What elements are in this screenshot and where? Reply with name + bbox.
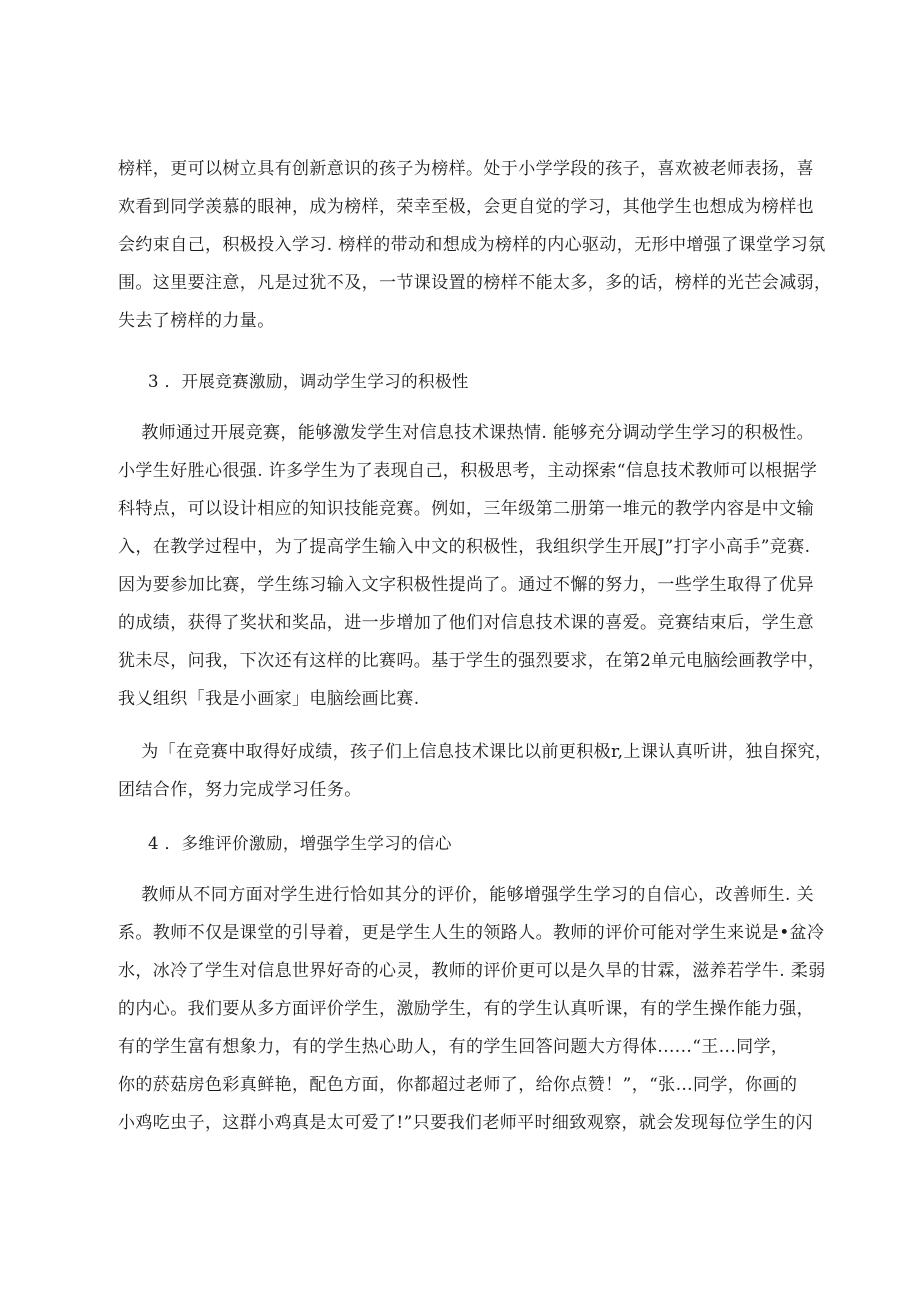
- paragraph-4-line-4: 的内心。我们要从多方面评价学生，激励学生，有的学生认真听课，有的学生操作能力强，: [118, 999, 814, 1019]
- paragraph-2-line-8: 我乂组织「我是小画家」电脑绘画比赛.: [118, 689, 420, 709]
- section-heading-3: 3 ．开展竞赛激励，调动学生学习的积极性: [148, 372, 469, 391]
- paragraph-4-line-1: 教师从不同方面对学生进行恰如其分的评价，能够增强学生学习的自信心，改善师生. 关: [118, 885, 815, 905]
- paragraph-3-line-1: 为「在竞赛中取得好成绩，孩子们上信息技术课比以前更积极r,上课认真听讲，独自探究，: [118, 742, 833, 762]
- paragraph-1-line-4: 围。这里要注意，凡是过犹不及，一节课设置的榜样不能太多，多的话，榜样的光芒会减弱，: [118, 273, 832, 293]
- paragraph-4-line-5: 有的学生富有想象力，有的学生热心助人，有的学生回答问题大方得体......“王...同学，: [118, 1037, 789, 1057]
- paragraph-2-line-2: 小学生好胜心很强. 许多学生为了表现自己，积极思考，主动探索“信息技术教师可以根据学: [118, 461, 818, 481]
- paragraph-2-line-6: 的成绩，获得了奖状和奖品，进一步增加了他们对信息技术课的喜爱。竞赛结束后，学生意: [118, 613, 814, 633]
- paragraph-1-line-5: 失去了榜样的力量。: [118, 311, 275, 331]
- paragraph-2-line-1: 教师通过开展竞赛，能够激发学生对信息技术课热情. 能够充分调动学生学习的积极性。: [118, 423, 815, 443]
- paragraph-2-line-3: 科特点，可以设计相应的知识技能竞赛。例如，三年级第二册第一堆元的教学内容是中文输: [118, 499, 814, 519]
- paragraph-3-line-2: 团结合作，努力完成学习任务。: [118, 780, 362, 800]
- paragraph-4-line-6: 你的菸菇房色彩真鲜艳，配色方面，你都超过老师了，给你点赞！”，“张…同学，你画的: [118, 1075, 798, 1095]
- paragraph-1-line-1: 榜样，更可以树立具有创新意识的孩子为榜样。处于小学学段的孩子，喜欢被老师表扬，喜: [118, 159, 814, 179]
- paragraph-2-line-7: 犹未尽，问我，下次还有这样的比赛吗。基于学生的强烈要求，在第2单元电脑绘画教学中，: [118, 651, 826, 671]
- paragraph-2-line-5: 因为要参加比赛，学生练习输入文字积极性提尚了。通过不懈的努力，一些学生取得了优异: [118, 575, 814, 595]
- paragraph-1-line-2: 欢看到同学羡慕的眼神，成为榜样，荣幸至极，会更自觉的学习，其他学生也想成为榜样也: [118, 197, 814, 217]
- section-heading-4: 4 ．多维评价激励，增强学生学习的信心: [148, 834, 452, 853]
- paragraph-4-line-3: 水，冰冷了学生对信息世界好奇的心灵，教师的评价更可以是久旱的甘霖，滋养若学牛. 柔弱: [118, 961, 826, 981]
- paragraph-2-line-4: 入，在教学过程中，为了提高学生输入中文的积极性，我组织学生开展J”打字小高手”竞赛.: [118, 537, 811, 557]
- paragraph-1-line-3: 会约束自己，积极投入学习. 榜样的带动和想成为榜样的内心驱动，无形中增强了课堂学习氛: [118, 235, 826, 255]
- paragraph-4-line-7: 小鸡吃虫子，这群小鸡真是太可爱了!”只要我们老师平时细致观察，就会发现每位学生的闪: [118, 1113, 813, 1133]
- paragraph-4-line-2: 系。教师不仅是课堂的引导着，更是学生人生的领路人。教师的评价可能对学生来说是•盆冷: [118, 923, 825, 943]
